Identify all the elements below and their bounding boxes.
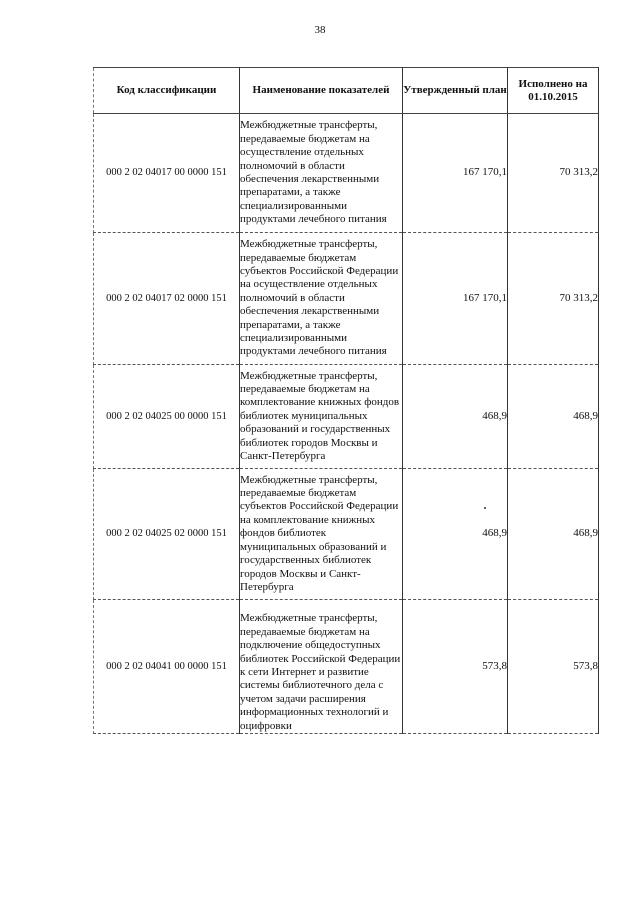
table-row — [94, 114, 599, 233]
indicator-name: Межбюджетные трансферты, передаваемые бюджетам субъектов Российской Федерации на осуществление отдельных полномочий в области обеспечения лекарственными препаратами, а также специализированными продуктами лечебного питания — [240, 233, 403, 365]
approved-plan-value: 167 170,1 — [403, 233, 508, 365]
approved-plan-value: 468,9 — [403, 469, 508, 600]
header-plan: Утвержденный план — [403, 68, 508, 114]
classification-code: 000 2 02 04017 00 0000 151 — [94, 114, 240, 233]
approved-plan-value: 573,8 — [403, 600, 508, 734]
page-number: 38 — [314, 24, 326, 36]
indicator-name: Межбюджетные трансферты, передаваемые бюджетам на подключение общедоступных библиотек Российской Федерации к сети Интернет и развитие системы библиотечного дела с учетом задачи расширения информационных технологий и оцифровки — [240, 600, 403, 734]
table-row — [94, 365, 599, 469]
indicator-name: Межбюджетные трансферты, передаваемые бюджетам субъектов Российской Федерации на комплектование книжных фондов библиотек муниципальных образований и государственных библиотек городов Москвы и Санкт-Петербурга — [240, 469, 403, 600]
executed-value: 70 313,2 — [508, 114, 599, 233]
table-row — [94, 600, 599, 734]
approved-plan-value: 468,9 — [403, 365, 508, 469]
executed-value: 573,8 — [508, 600, 599, 734]
executed-value: 468,9 — [508, 469, 599, 600]
table-row — [94, 469, 599, 600]
classification-code: 000 2 02 04025 00 0000 151 — [94, 365, 240, 469]
indicator-name: Межбюджетные трансферты, передаваемые бюджетам на комплектование книжных фондов библиотек муниципальных образований и государственных библиотек городов Москвы и Санкт-Петербурга — [240, 365, 403, 469]
indicator-name: Межбюджетные трансферты, передаваемые бюджетам на осуществление отдельных полномочий в области обеспечения лекарственными препаратами, а также специализированными продуктами лечебного питания — [240, 114, 403, 233]
header-code: Код классификации — [94, 68, 240, 114]
executed-value: 70 313,2 — [508, 233, 599, 365]
classification-code: 000 2 02 04041 00 0000 151 — [94, 600, 240, 734]
header-name: Наименование показателей — [240, 68, 403, 114]
table-header-row — [94, 68, 599, 114]
scan-speck — [484, 507, 486, 509]
executed-value: 468,9 — [508, 365, 599, 469]
classification-code: 000 2 02 04025 02 0000 151 — [94, 469, 240, 600]
table-row — [94, 233, 599, 365]
header-done: Исполнено на 01.10.2015 — [508, 68, 599, 114]
approved-plan-value: 167 170,1 — [403, 114, 508, 233]
budget-table — [93, 67, 599, 734]
classification-code: 000 2 02 04017 02 0000 151 — [94, 233, 240, 365]
